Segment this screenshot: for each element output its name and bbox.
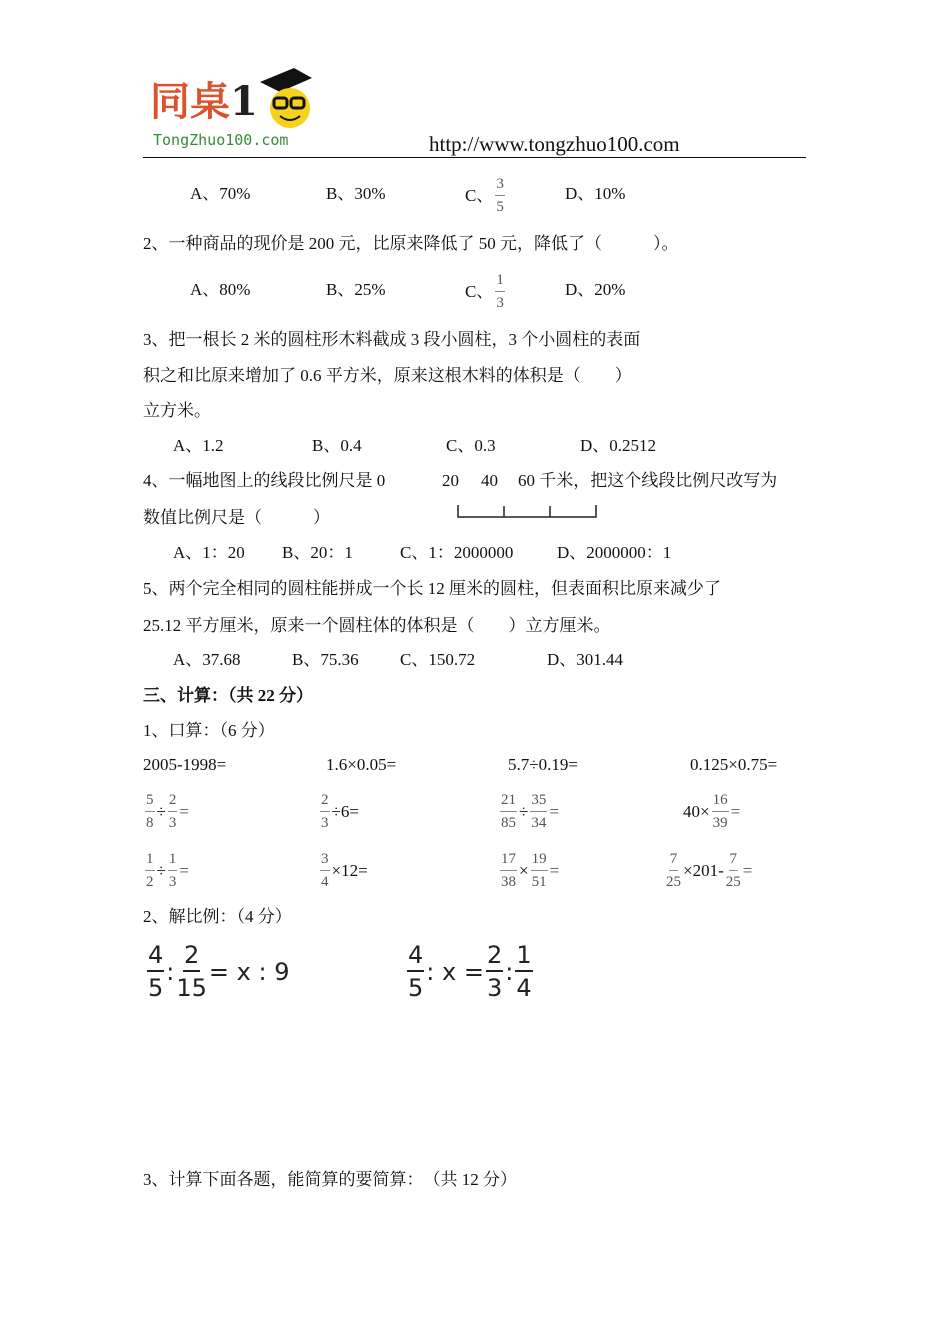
numerator: 19 <box>531 851 548 871</box>
scale-label-40: 40 <box>481 471 498 490</box>
fraction <box>145 851 155 890</box>
fraction <box>500 792 517 831</box>
q5-option-a: A、37.68 <box>173 650 241 669</box>
fraction <box>407 942 424 1002</box>
fraction <box>168 792 178 831</box>
operator: ÷ <box>519 802 529 821</box>
denominator: 5 <box>496 198 504 215</box>
header-divider <box>143 157 806 158</box>
logo-text: TongZhuo100.com <box>153 131 289 149</box>
numerator: 3 <box>320 851 330 871</box>
oral-item: 1.6×0.05= <box>326 755 397 774</box>
q5-line1: 5、两个完全相同的圆柱能拼成一个长 12 厘米的圆柱，但表面积比原来减少了 <box>143 579 721 598</box>
q5-option-c: C、150.72 <box>400 650 476 669</box>
q1-option-d: D、10% <box>565 184 626 203</box>
fraction <box>530 792 547 831</box>
fraction <box>531 851 548 890</box>
fraction <box>145 792 155 831</box>
proportion-1 <box>145 942 289 1002</box>
denominator: 85 <box>501 814 516 831</box>
equals: = <box>549 802 559 821</box>
scale-label-20: 20 <box>442 471 459 490</box>
fraction <box>320 851 330 890</box>
denominator: 4 <box>516 974 532 1003</box>
q1-option-b: B、30% <box>326 184 386 203</box>
fraction <box>515 942 532 1002</box>
ratio-sign: : <box>505 957 514 986</box>
header-url: http://www.tongzhuo100.com <box>429 132 680 156</box>
numerator: 1 <box>168 851 178 871</box>
denominator: 25 <box>666 873 681 890</box>
denominator: 34 <box>531 814 547 831</box>
q4-option-a: A、1：20 <box>173 543 245 562</box>
numerator: 7 <box>729 851 739 871</box>
option-label: C、 <box>465 282 494 301</box>
equals: = <box>742 861 753 880</box>
oral-item: 0.125×0.75= <box>690 755 778 774</box>
q1-option-a: A、70% <box>190 184 251 203</box>
q3-option-d: D、0.2512 <box>580 436 657 455</box>
denominator: 15 <box>176 974 207 1003</box>
numerator: 2 <box>320 792 330 812</box>
denominator: 3 <box>168 873 177 890</box>
q4-option-c: C、1：2000000 <box>400 543 514 562</box>
numerator: 2 <box>168 792 178 812</box>
oral-item <box>143 792 189 831</box>
denominator: 2 <box>146 873 154 890</box>
fraction <box>168 851 178 890</box>
fraction <box>712 792 729 831</box>
numerator: 1 <box>515 942 532 972</box>
equals: = <box>730 802 741 821</box>
operator: ÷6= <box>331 802 359 821</box>
oral-item <box>318 792 359 831</box>
numerator: 21 <box>500 792 517 812</box>
denominator: 3 <box>168 814 177 831</box>
smiley-graduate-icon <box>254 68 316 130</box>
operator: ÷ <box>156 861 166 880</box>
fraction <box>147 942 164 1002</box>
numerator: 4 <box>407 942 424 972</box>
proportion-2 <box>405 942 535 1002</box>
oral-item: 2005-1998= <box>143 755 227 774</box>
q2-text: 2、一种商品的现价是 200 元，比原来降低了 50 元，降低了（ ）。 <box>143 234 679 253</box>
oral-item <box>498 792 559 831</box>
denominator: 8 <box>146 814 154 831</box>
q2-option-c <box>465 272 507 311</box>
denominator: 39 <box>712 814 728 831</box>
q4-line1-end: 60 千米，把这个线段比例尺改写为 <box>518 471 778 490</box>
q3-option-b: B、0.4 <box>312 436 362 455</box>
q3-line2: 积之和比原来增加了 0.6 平方米，原来这根木料的体积是（ ） <box>143 366 632 385</box>
q3-option-c: C、0.3 <box>446 436 496 455</box>
scale-bar <box>456 503 600 519</box>
q4-line2: 数值比例尺是（ ） <box>143 508 330 527</box>
q4-option-d: D、2000000：1 <box>557 543 672 562</box>
fraction <box>176 942 207 1002</box>
equals: = <box>549 861 560 880</box>
q3-line3: 立方米。 <box>143 401 211 420</box>
numerator: 7 <box>669 851 679 871</box>
section-3-title: 三、计算：（共 22 分） <box>143 686 313 705</box>
fraction <box>486 942 503 1002</box>
numerator: 4 <box>147 942 164 972</box>
oral-item <box>664 851 752 890</box>
fraction <box>726 851 741 890</box>
calc-heading: 3、计算下面各题，能简算的要简算： （共 12 分） <box>143 1170 517 1189</box>
numerator: 16 <box>712 792 729 812</box>
q4-line1-start: 4、一幅地图上的线段比例尺是 0 <box>143 471 386 490</box>
fraction <box>495 272 505 311</box>
logo-number: 1 <box>230 78 258 125</box>
fraction <box>320 792 330 831</box>
oral-item <box>498 851 559 890</box>
denominator: 3 <box>486 974 503 1003</box>
q2-option-b: B、25% <box>326 280 386 299</box>
q5-line2: 25.12 平方厘米，原来一个圆柱体的体积是（ ）立方厘米。 <box>143 616 611 635</box>
expression: : x = <box>426 957 484 986</box>
denominator: 51 <box>531 873 547 890</box>
oral-item <box>683 792 740 831</box>
ratio-sign: : <box>166 957 175 986</box>
numerator: 2 <box>486 942 503 972</box>
denominator: 4 <box>321 873 329 890</box>
q5-option-d: D、301.44 <box>547 650 624 669</box>
numerator: 3 <box>495 176 505 196</box>
denominator: 38 <box>501 873 516 890</box>
operator: ×12= <box>331 861 368 880</box>
numerator: 2 <box>183 942 200 972</box>
option-label: C、 <box>465 186 494 205</box>
numerator: 5 <box>145 792 155 812</box>
operator: 40× <box>683 802 710 821</box>
q1-option-c <box>465 176 507 215</box>
logo-chinese: 同桌 <box>150 78 230 125</box>
denominator: 25 <box>725 873 741 890</box>
expression: = x : 9 <box>208 957 290 986</box>
fraction <box>666 851 681 890</box>
q2-option-a: A、80% <box>190 280 251 299</box>
denominator: 3 <box>321 814 329 831</box>
logo <box>150 78 258 125</box>
operator: × <box>519 861 529 880</box>
oral-item <box>143 851 189 890</box>
denominator: 5 <box>408 974 424 1003</box>
oral-item: 5.7÷0.19= <box>508 755 578 774</box>
oral-calc-heading: 1、口算：（6 分） <box>143 721 275 740</box>
q3-line1: 3、把一根长 2 米的圆柱形木料截成 3 段小圆柱，3 个小圆柱的表面 <box>143 330 641 349</box>
equals: = <box>179 802 189 821</box>
q5-option-b: B、75.36 <box>292 650 359 669</box>
numerator: 35 <box>530 792 547 812</box>
equals: = <box>179 861 189 880</box>
q2-option-d: D、20% <box>565 280 626 299</box>
numerator: 1 <box>495 272 505 292</box>
operator: ÷ <box>156 802 166 821</box>
denominator: 3 <box>496 294 504 311</box>
operator: ×201- <box>683 861 724 880</box>
numerator: 1 <box>145 851 155 871</box>
fraction <box>495 176 505 215</box>
fraction <box>500 851 517 890</box>
oral-item <box>318 851 368 890</box>
denominator: 5 <box>148 974 164 1003</box>
q3-option-a: A、1.2 <box>173 436 224 455</box>
numerator: 17 <box>500 851 517 871</box>
proportion-heading: 2、解比例：（4 分） <box>143 907 292 926</box>
q4-option-b: B、20：1 <box>282 543 353 562</box>
